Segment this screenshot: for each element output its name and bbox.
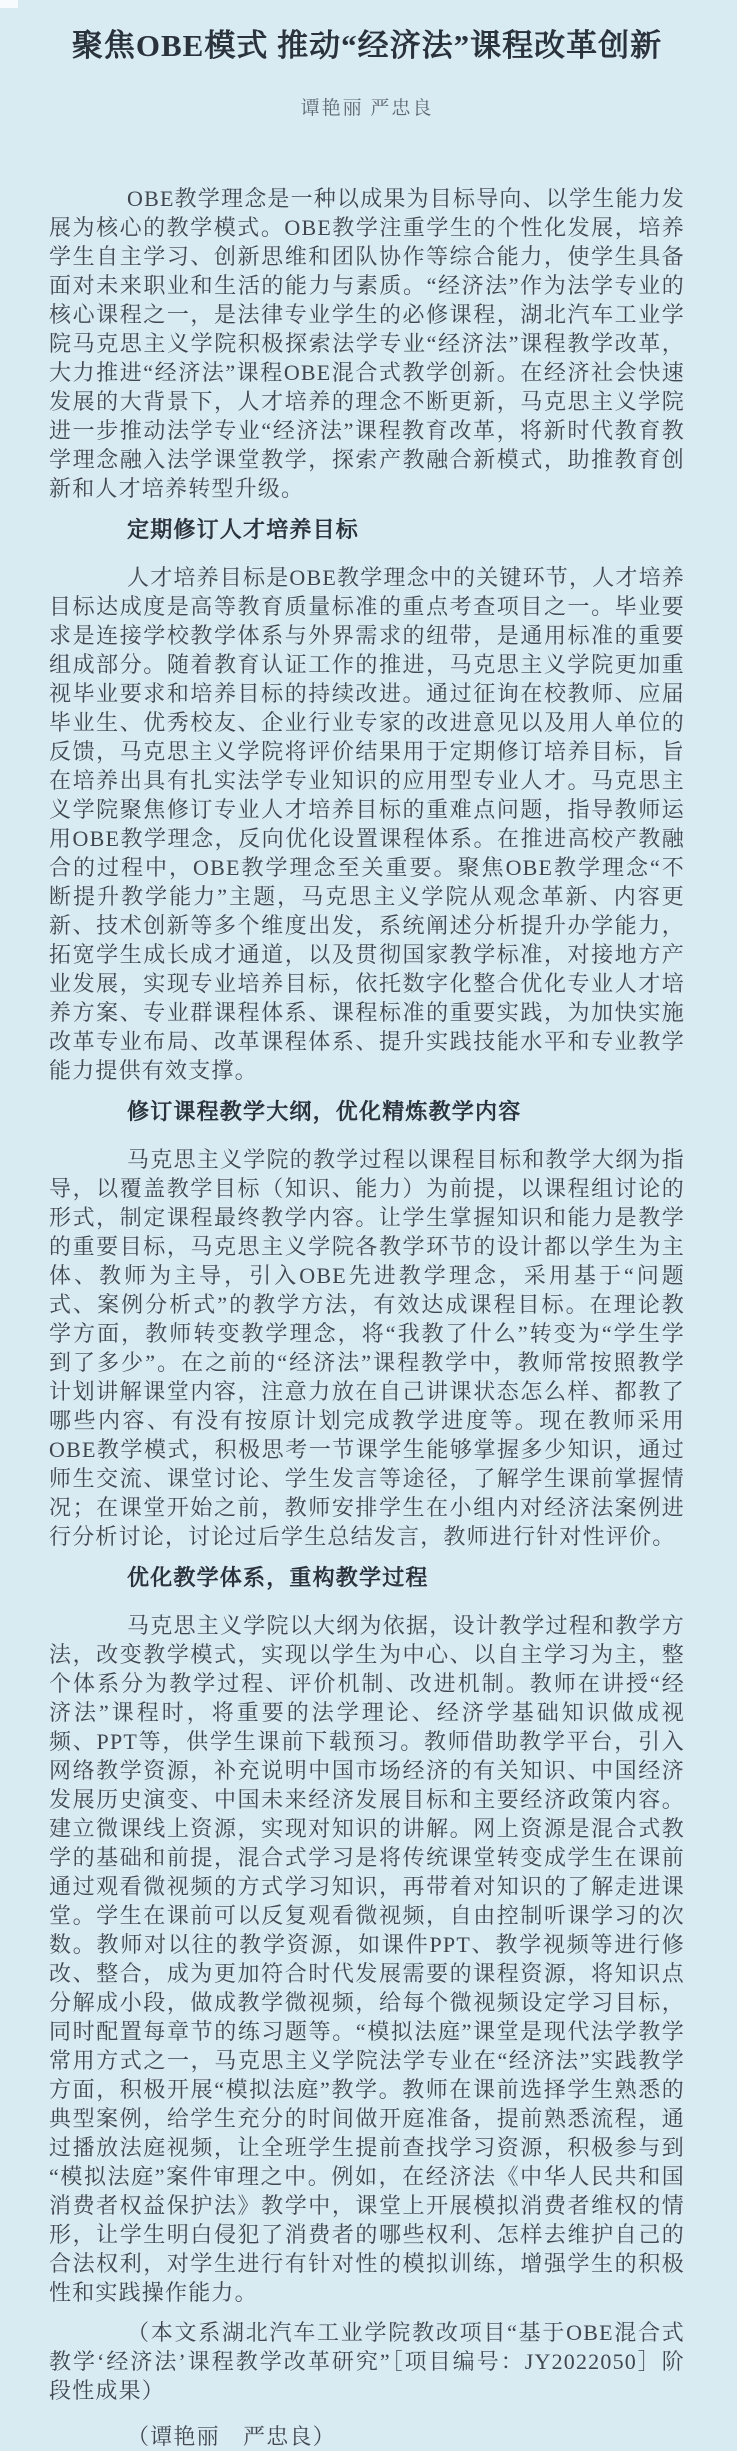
section-paragraph-training-goals: 人才培养目标是OBE教学理念中的关键环节，人才培养目标达成度是高等教育质量标准的重点考查项目之一。毕业要求是连接学校教学体系与外界需求的纽带，是通用标准的重要组成部分。随着教育认证工作的推进，马克思主义学院更加重视毕业要求和培养目标的持续改进。通过征询在校教师、应届毕业生、优秀校友、企业行业专家的改进意见以及用人单位的反馈，马克思主义学院将评价结果用于定期修订培养目标，旨在培养出具有扎实法学专业知识的应用型专业人才。马克思主义学院聚焦修订专业人才培养目标的重难点问题，指导教师运用OBE教学理念，反向优化设置课程体系。在推进高校产教融合的过程中，OBE教学理念至关重要。聚焦OBE教学理念“不断提升教学能力”主题，马克思主义学院从观念革新、内容更新、技术创新等多个维度出发，系统阐述分析提升办学能力，拓宽学生成长成才通道，以及贯彻国家教学标准，对接地方产业发展，实现专业培养目标，依托数字化整合优化专业人才培养方案、专业群课程体系、课程标准的重要实践，为加快实施改革专业布局、改革课程体系、提升实践技能水平和专业教学能力提供有效支撑。 — [49, 565, 686, 1083]
section-paragraph-syllabus: 马克思主义学院的教学过程以课程目标和教学大纲为指导，以覆盖教学目标（知识、能力）为前提，以课程组讨论的形式，制定课程最终教学内容。让学生掌握知识和能力是教学的重要目标，马克思主义学院各教学环节的设计都以学生为主体、教师为主导，引入OBE先进教学理念，采用基于“问题式、案例分析式”的教学方法，有效达成课程目标。在理论教学方面，教师转变教学理念，将“我教了什么”转变为“学生学到了多少”。在之前的“经济法”课程教学中，教师常按照教学计划讲解课堂内容，注意力放在自己讲课状态怎么样、都教了哪些内容、有没有按原计划完成教学进度等。现在教师采用OBE教学模式，积极思考一节课学生能够掌握多少知识，通过师生交流、课堂讨论、学生发言等途径，了解学生课前掌握情况；在课堂开始之前，教师安排学生在小组内对经济法案例进行分析讨论，讨论过后学生总结发言，教师进行针对性评价。 — [49, 1147, 685, 1549]
article-authors: 谭艳丽 严忠良 — [300, 98, 434, 119]
section-paragraph-teaching-system: 马克思主义学院以大纲为依据，设计教学过程和教学方法，改变教学模式，实现以学生为中心、以自主学习为主，整个体系分为教学过程、评价机制、改进机制。教师在讲授“经济法”课程时，将重要的法学理论、经济学基础知识做成视频、PPT等，供学生课前下载预习。教师借助教学平台，引入网络教学资源，补充说明中国市场经济的有关知识、中国经济发展历史演变、中国未来经济发展目标和主要经济政策内容。建立微课线上资源，实现对知识的讲解。网上资源是混合式教学的基础和前提，混合式学习是将传统课堂转变成学生在课前通过观看微视频的方式学习知识，再带着对知识的了解走进课堂。学生在课前可以反复观看微视频，自由控制听课学习的次数。教师对以往的教学资源，如课件PPT、教学视频等进行修改、整合，成为更加符合时代发展需要的课程资源，将知识点分解成小段，做成教学微视频，给每个微视频设定学习目标，同时配置每章节的练习题等。“模拟法庭”课堂是现代法学教学常用方式之一，马克思主义学院法学专业在“经济法”实践教学方面，积极开展“模拟法庭”教学。教师在课前选择学生熟悉的典型案例，给学生充分的时间做开庭准备，提前熟悉流程，通过播放法庭视频，让全班学生提前查找学习资源，积极参与到“模拟法庭”案件审理之中。例如，在经济法《中华人民共和国消费者权益保护法》教学中，课堂上开展模拟消费者维权的情形，让学生明白侵犯了消费者的哪些权利、怎样去维护自己的合法权利，对学生进行有针对性的模拟训练，增强学生的积极性和实践操作能力。 — [49, 1613, 685, 2305]
signature-line: （谭艳丽 严忠良） — [127, 2424, 336, 2449]
scan-corner-artifact — [0, 0, 18, 8]
page-title: 聚焦OBE模式 推动“经济法”课程改革创新 — [71, 28, 663, 63]
section-heading-teaching-system: 优化教学体系，重构教学过程 — [127, 1565, 429, 1590]
funding-note: （本文系湖北汽车工业学院教改项目“基于OBE混合式教学‘经济法’课程教学改革研究”［项目编号：JY2022050］阶段性成果） — [49, 2320, 685, 2403]
section-heading-training-goals: 定期修订人才培养目标 — [127, 517, 360, 542]
section-heading-syllabus: 修订课程教学大纲，优化精炼教学内容 — [127, 1099, 522, 1124]
intro-paragraph: OBE教学理念是一种以成果为目标导向、以学生能力发展为核心的教学模式。OBE教学注重学生的个性化发展，培养学生自主学习、创新思维和团队协作等综合能力，使学生具备面对未来职业和生活的能力与素质。“经济法”作为法学专业的核心课程之一，是法律专业学生的必修课程，湖北汽车工业学院马克思主义学院积极探索法学专业“经济法”课程教学改革，大力推进“经济法”课程OBE混合式教学创新。在经济社会快速发展的大背景下，人才培养的理念不断更新，马克思主义学院进一步推动法学专业“经济法”课程教育改革，将新时代教育教学理念融入法学课堂教学，探索产教融合新模式，助推教育创新和人才培养转型升级。 — [49, 186, 686, 501]
